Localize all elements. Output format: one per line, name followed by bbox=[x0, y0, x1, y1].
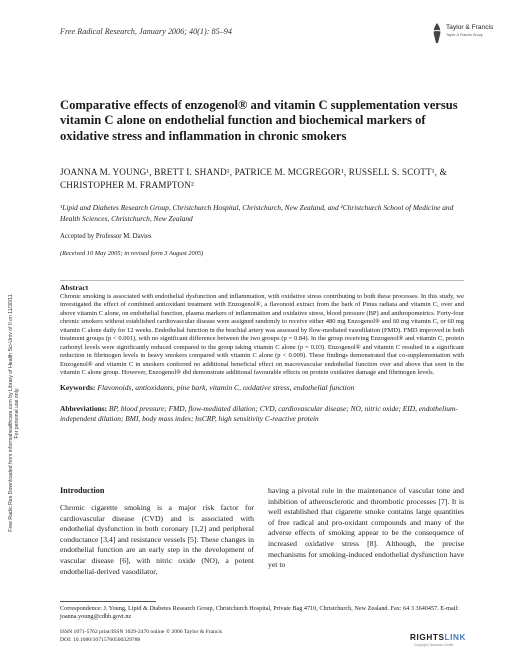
keywords-text: Flavonoids, antioxidants, pine bark, vitamin C, oxidative stress, endothelial function bbox=[97, 383, 355, 392]
issn: ISSN 1071-5762 print/ISSN 1029-2470 online © 2006 Taylor & Francis bbox=[60, 629, 223, 635]
abbreviations-text: BP, blood pressure; FMD, flow-mediated dilation; CVD, cardiovascular disease; NO, nitric oxide; EID, endothelium-independent dilation; BMI, body mass index; hsCRP, high sensitivity C-reactive protein bbox=[60, 404, 458, 424]
introduction-heading: Introduction bbox=[60, 486, 105, 495]
download-sidebar bbox=[8, 208, 30, 618]
publisher-subname: Taylor & Francis Group bbox=[446, 33, 483, 37]
abstract-body: Chronic smoking is associated with endothelial dysfunction and inflammation, with oxidative stress contributing to both these processes. In this study, we investigated the effect of combined antioxidant treatment with Enzogenol®, a flavonoid extract from the bark of Pinus radiata and vitamin C, over and above vitamin C alone, on endothelial function, plasma markers of inflammation and oxidative stress, blood pressure (BP) and anthropometrics. Forty-four chronic smokers without established cardiovascular disease were assigned randomly to receive either 480 mg Enzogenol® and 60 mg vitamin C, or 60 mg vitamin C alone daily for 12 weeks. Endothelial function in the brachial artery was assessed by flow-mediated vasodilation (FMD). FMD improved in both treatment groups (p < 0.001), with no significant difference between the two groups (p = 0.84). In the group receiving Enzogenol® and vitamin C, protein carbonyl levels were significantly reduced compared to the group taking vitamin C alone (p = 0.03). Enzogenol® and vitamin C resulted in a significant reduction in fibrinogen levels in heavy smokers compared with vitamin C alone (p < 0.009). These findings demonstrated that co-supplementation with Enzogenol® and vitamin C in smokers conferred no additional beneficial effect on macrovascular endothelial function over and above that seen in the vitamin C alone group. However, Enzogenol® did demonstrate additional favourable effects on protein oxidative damage and fibrinogen levels. bbox=[60, 293, 464, 377]
keywords-label: Keywords: bbox=[60, 383, 96, 392]
correspondence: Correspondence: J. Young, Lipid & Diabetes Research Group, Christchurch Hospital, Private Bag 4710, Christchurch, New Zealand. Fax: 64 3 3640457. E-mail: joanna.young@cdhb.govt.nz bbox=[60, 605, 459, 621]
download-sidebar-text: Free Radic Res Downloaded from informahealthcare.com by Library of Health Sci-Univ of Il on 11/30/11 For personal use only. bbox=[8, 294, 21, 532]
introduction-column-1: Chronic cigarette smoking is a major risk factor for cardiovascular disease (CVD) and is associated with endothelial dysfunction in both coronary [1,2] and peripheral conductance [3,4] and resistance vessels [5]. These changes in endothelial function are an early step in the development of vascular disease [6], with nitric oxide (NO), a potent endothelial-derived vasodilator, bbox=[60, 503, 254, 576]
footnote-rule bbox=[60, 601, 156, 602]
journal-citation: Free Radical Research, January 2006; 40(1): 85–94 bbox=[60, 27, 232, 36]
accepted-by: Accepted by Professor M. Davies bbox=[60, 233, 152, 240]
abbreviations-label: Abbreviations: bbox=[60, 404, 108, 413]
rightslink-part1: RIGHTS bbox=[410, 633, 445, 642]
rightslink-part2: LINK bbox=[444, 633, 467, 642]
affiliations: ¹Lipid and Diabetes Research Group, Christchurch Hospital, Christchurch, New Zealand, and ²Christchurch School of Medicine and Health Sciences, Christchurch, New Zealand bbox=[60, 203, 454, 223]
publisher-name: Taylor & Francis bbox=[446, 24, 494, 31]
received-dates: (Received 10 May 2005; in revised form 3 August 2005) bbox=[60, 250, 204, 257]
issn-doi bbox=[60, 629, 360, 645]
publisher-logo bbox=[430, 18, 494, 52]
taylor-francis-logo bbox=[430, 22, 444, 44]
article-title: Comparative effects of enzogenol® and vitamin C supplementation versus vitamin C alone on endothelial function and biochemical markers of oxidative stress and inflammation in chronic smokers bbox=[60, 98, 458, 143]
abbreviations bbox=[60, 404, 464, 425]
author-list: JOANNA M. YOUNG¹, BRETT I. SHAND¹, PATRICE M. MCGREGOR¹, RUSSELL S. SCOTT¹, & CHRISTOPHER M. FRAMPTON² bbox=[60, 167, 447, 190]
introduction-column-2: having a pivotal role in the maintenance of vascular tone and inhibition of atherosclerotic and thrombotic processes [7]. It is well established that cigarette smoke contains large quantities of free radical and pro-oxidant compounds and many of the adverse effects of smoking appear to be the consequence of increased oxidative stress [8]. Although, the precise mechanisms for smoking-induced endothelial dysfunction have yet to bbox=[268, 486, 464, 570]
rightslink-subtitle: Copyright Clearance Center bbox=[414, 643, 454, 647]
doi: DOI: 10.1080/10715760500329788 bbox=[60, 636, 141, 643]
abstract-heading: Abstract bbox=[60, 283, 89, 292]
rightslink-logo bbox=[410, 633, 466, 642]
keywords bbox=[60, 383, 464, 392]
